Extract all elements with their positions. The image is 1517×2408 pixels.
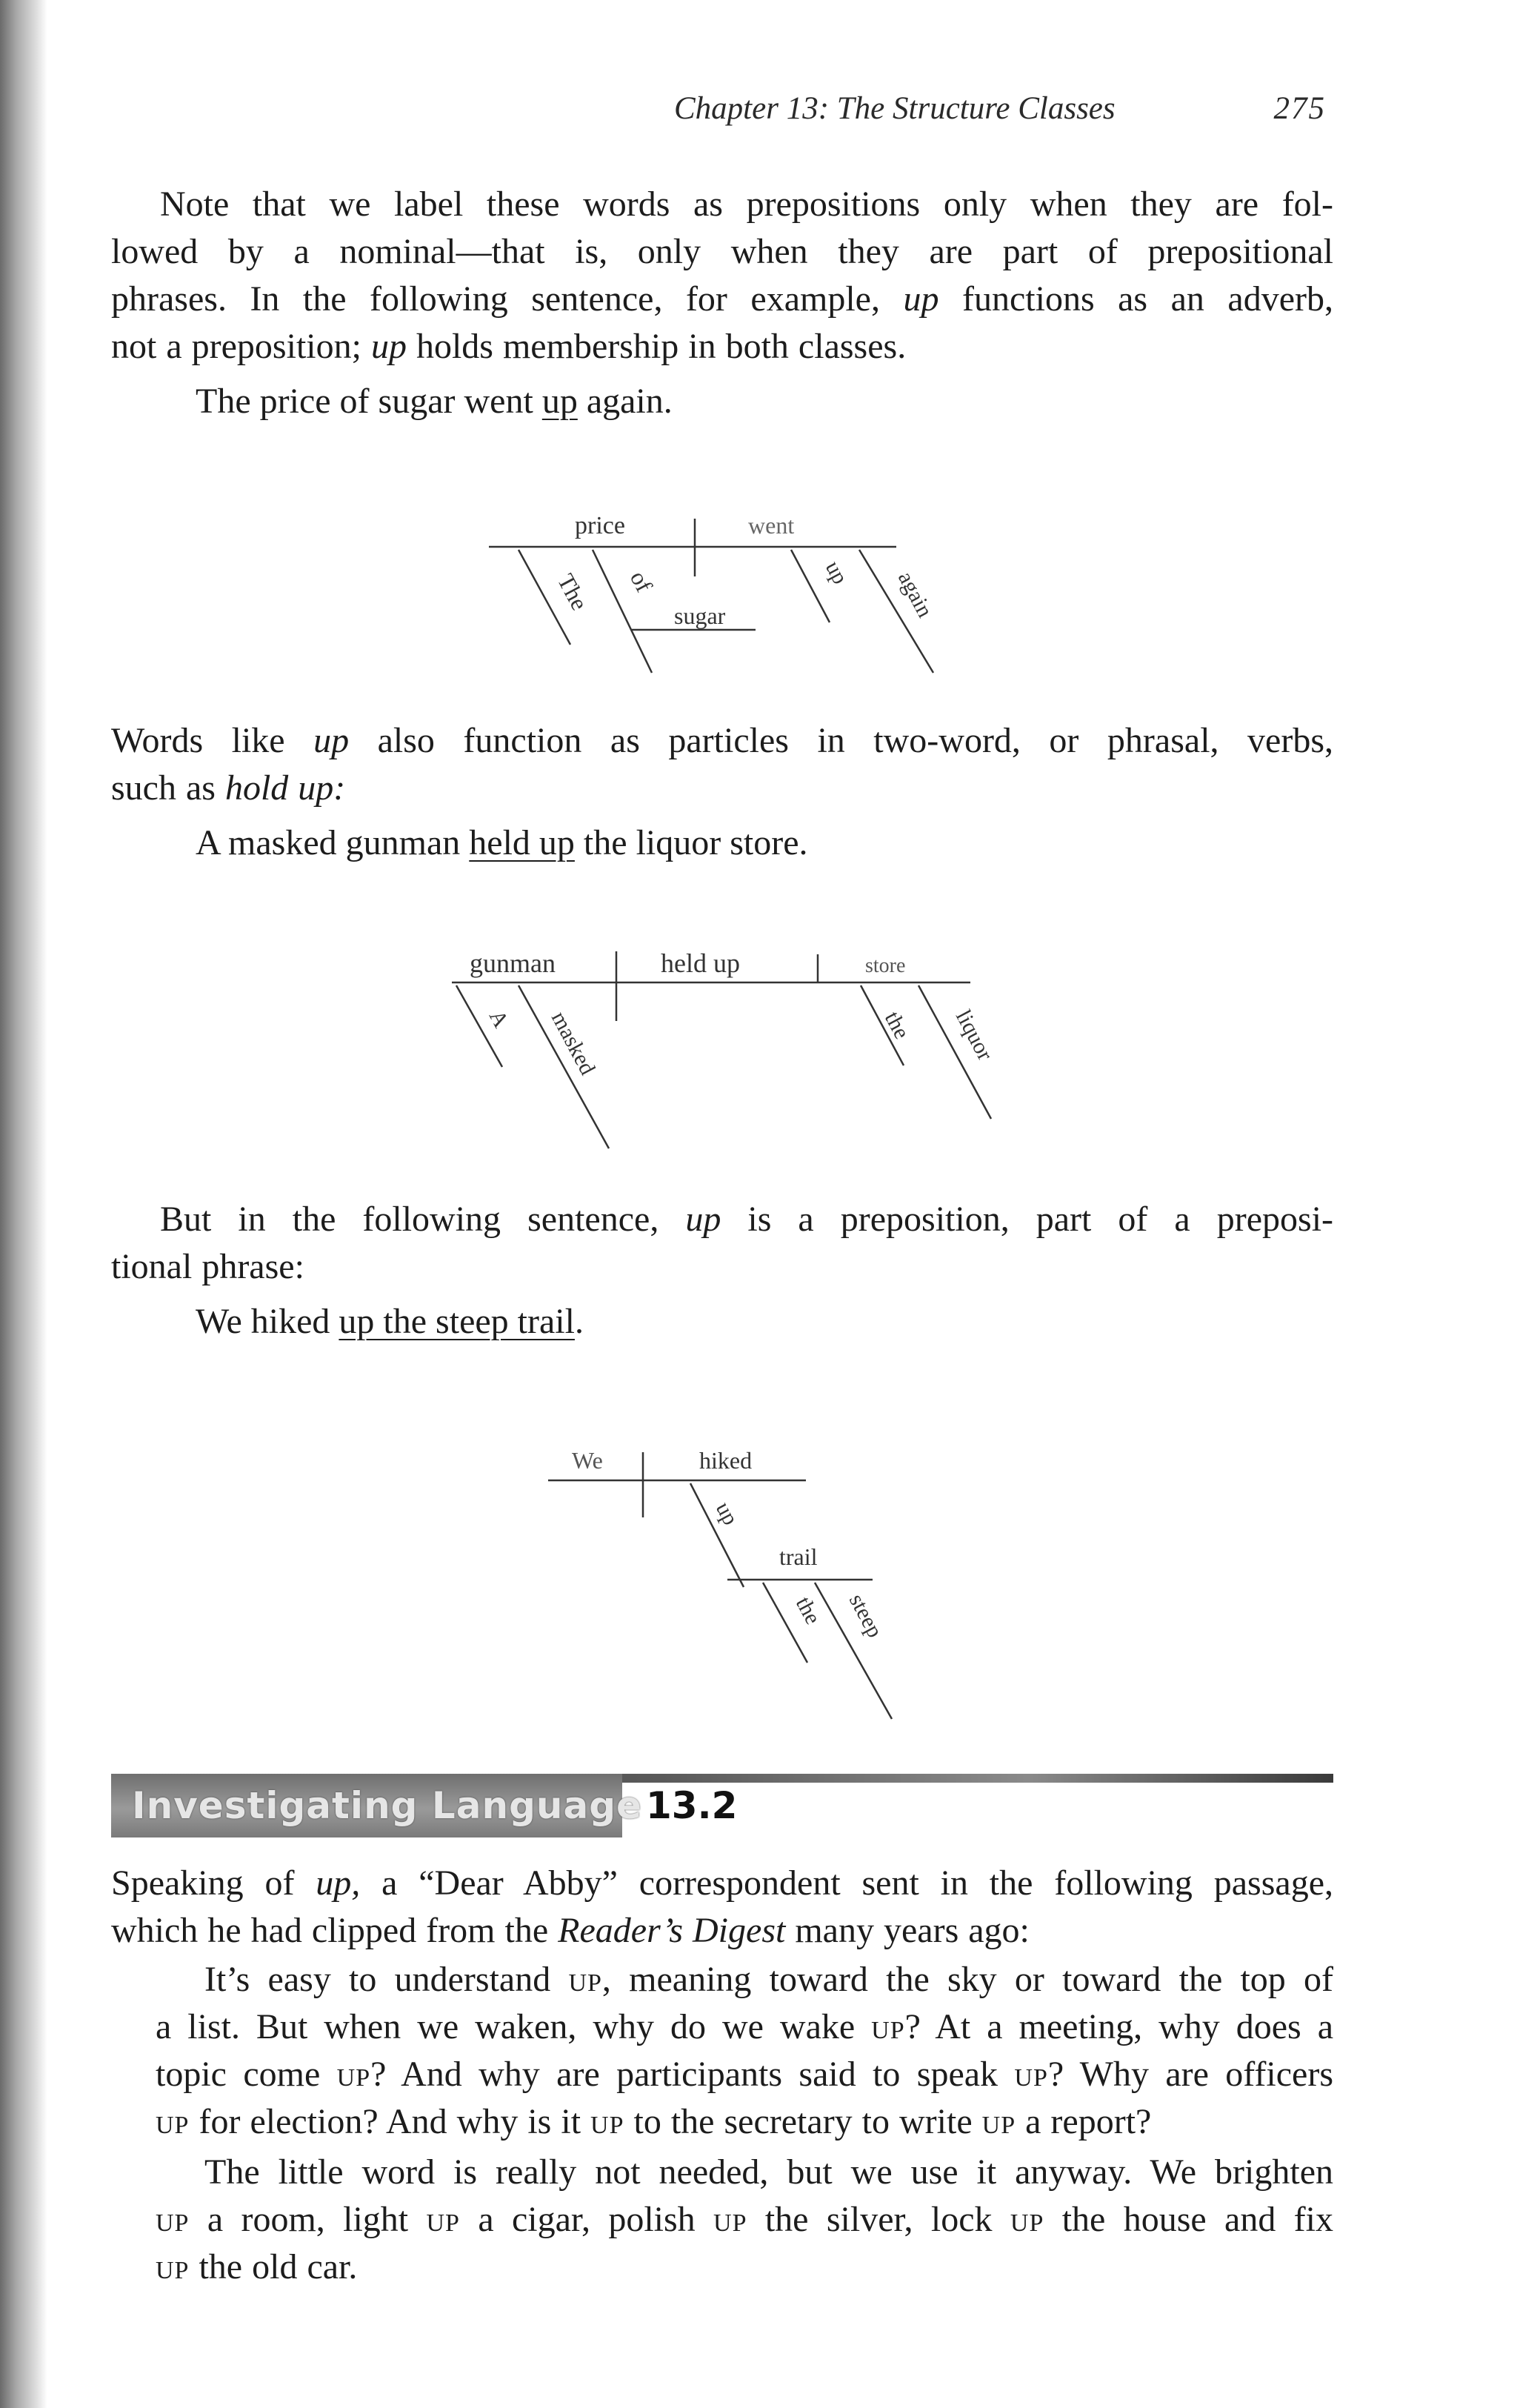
- book-spine-shadow: [0, 0, 47, 2408]
- sentence-diagram-3: [533, 1415, 933, 1726]
- diagram-word: up: [710, 1497, 744, 1529]
- sentence-diagram-2: [415, 919, 1052, 1156]
- text-line: topic come UP? And why are participants said to speak UP? Why are officers: [156, 2055, 1334, 2094]
- text-line: UP the old car.: [156, 2247, 358, 2286]
- diagram-word: liquor: [950, 1005, 998, 1065]
- diagram-word: went: [748, 512, 795, 539]
- chapter-title: Chapter 13: The Structure Classes: [674, 91, 1116, 126]
- text-line: lowed by a nominal—that is, only when they are part of prepositional: [111, 232, 1333, 271]
- text-line: Speaking of up, a “Dear Abby” correspondent sent in the following passage,: [111, 1863, 1334, 1903]
- example-sentence-3: We hiked up the steep trail.: [196, 1302, 584, 1341]
- diagram-word: up: [820, 556, 853, 588]
- text-line: a list. But when we waken, why do we wake UP? At a meeting, why does a: [156, 2007, 1333, 2046]
- diagram-word: again: [893, 567, 938, 622]
- diagram-word: A: [484, 1005, 514, 1032]
- text-line: which he had clipped from the Reader’s Digest many years ago:: [111, 1911, 1030, 1950]
- text-line: tional phrase:: [111, 1247, 304, 1286]
- example-sentence-2: A masked gunman held up the liquor store.: [196, 823, 808, 862]
- text-line: UP a room, light UP a cigar, polish UP the silver, lock UP the house and fix: [156, 2200, 1333, 2239]
- text-line: But in the following sentence, up is a preposition, part of a preposi-: [160, 1200, 1334, 1239]
- sentence-diagram-1: [444, 489, 978, 696]
- diagram-word: store: [865, 954, 906, 977]
- diagram-word: the: [879, 1007, 915, 1043]
- text-line: such as hold up:: [111, 768, 346, 808]
- text-line: phrases. In the following sentence, for example, up functions as an adverb,: [111, 279, 1333, 319]
- text-line: The little word is really not needed, but we use it anyway. We brighten: [204, 2152, 1333, 2192]
- diagram-word: trail: [779, 1543, 818, 1570]
- banner-title: Investigating Language: [132, 1784, 642, 1827]
- investigating-language-banner: [111, 1762, 1333, 1839]
- diagram-word: the: [790, 1592, 826, 1629]
- banner-number: 13.2: [646, 1784, 738, 1827]
- diagram-word: The: [552, 569, 593, 615]
- diagram-word: We: [572, 1447, 603, 1474]
- diagram-word: price: [575, 512, 625, 539]
- text-line: It’s easy to understand UP, meaning toward the sky or toward the top of: [204, 1960, 1334, 1999]
- page-number: 275: [1273, 91, 1326, 126]
- diagram-word: gunman: [470, 948, 556, 978]
- diagram-word: sugar: [674, 602, 726, 629]
- diagram-word: masked: [546, 1007, 600, 1080]
- text-line: Words like up also function as particles in two-word, or phrasal, verbs,: [111, 721, 1333, 760]
- text-line: not a preposition; up holds membership in both classes.: [111, 327, 907, 366]
- diagram-word: of: [624, 566, 659, 596]
- diagram-word: held up: [661, 948, 740, 978]
- text-line: Note that we label these words as prepositions only when they are fol-: [160, 184, 1333, 224]
- diagram-word: hiked: [699, 1447, 753, 1474]
- text-line: UP for election? And why is it UP to the secretary to write UP a report?: [156, 2102, 1152, 2141]
- example-sentence-1: The price of sugar went up again.: [196, 382, 673, 421]
- diagram-word: steep: [844, 1589, 887, 1642]
